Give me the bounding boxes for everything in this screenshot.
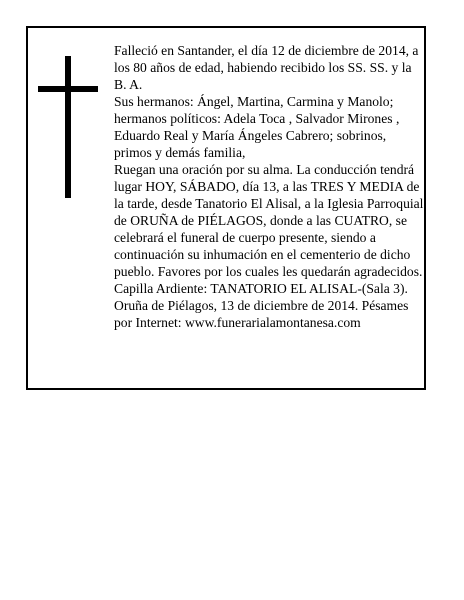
death-announcement: Falleció en Santander, el día 12 de diciembre de 2014, a los 80 años de edad, habiendo recibido los SS. SS. y la B. A. [114, 43, 419, 92]
place-date-condolences: Oruña de Piélagos, 13 de diciembre de 2014. Pésames por Internet: www.funerarialamontanesa.com [114, 298, 409, 330]
cross-icon [38, 56, 98, 198]
notice-text [114, 42, 424, 331]
funeral-details: Ruegan una oración por su alma. La conducción tendrá lugar HOY, SÁBADO, día 13, a las TRES Y MEDIA de la tarde, desde Tanatorio El Alisal, a la Iglesia Parroquial de ORUÑA de PIÉLAGOS, donde a las CUATRO, se celebrará el funeral de cuerpo presente, siendo a continuación su inhumación en el cementerio de dicho pueblo. Favores por los cuales les quedarán agradecidos. Capilla Ardiente: TANATORIO EL ALISAL-(Sala 3). [114, 162, 424, 296]
family-members: Sus hermanos: Ángel, Martina, Carmina y Manolo; hermanos políticos: Adela Toca , Salvador Mirones , Eduardo Real y María Ángeles Cabrero; sobrinos, primos y demás familia, [114, 94, 400, 160]
cross-horizontal-bar [38, 86, 98, 92]
cross-vertical-bar [65, 56, 71, 198]
obituary-notice [26, 26, 426, 390]
